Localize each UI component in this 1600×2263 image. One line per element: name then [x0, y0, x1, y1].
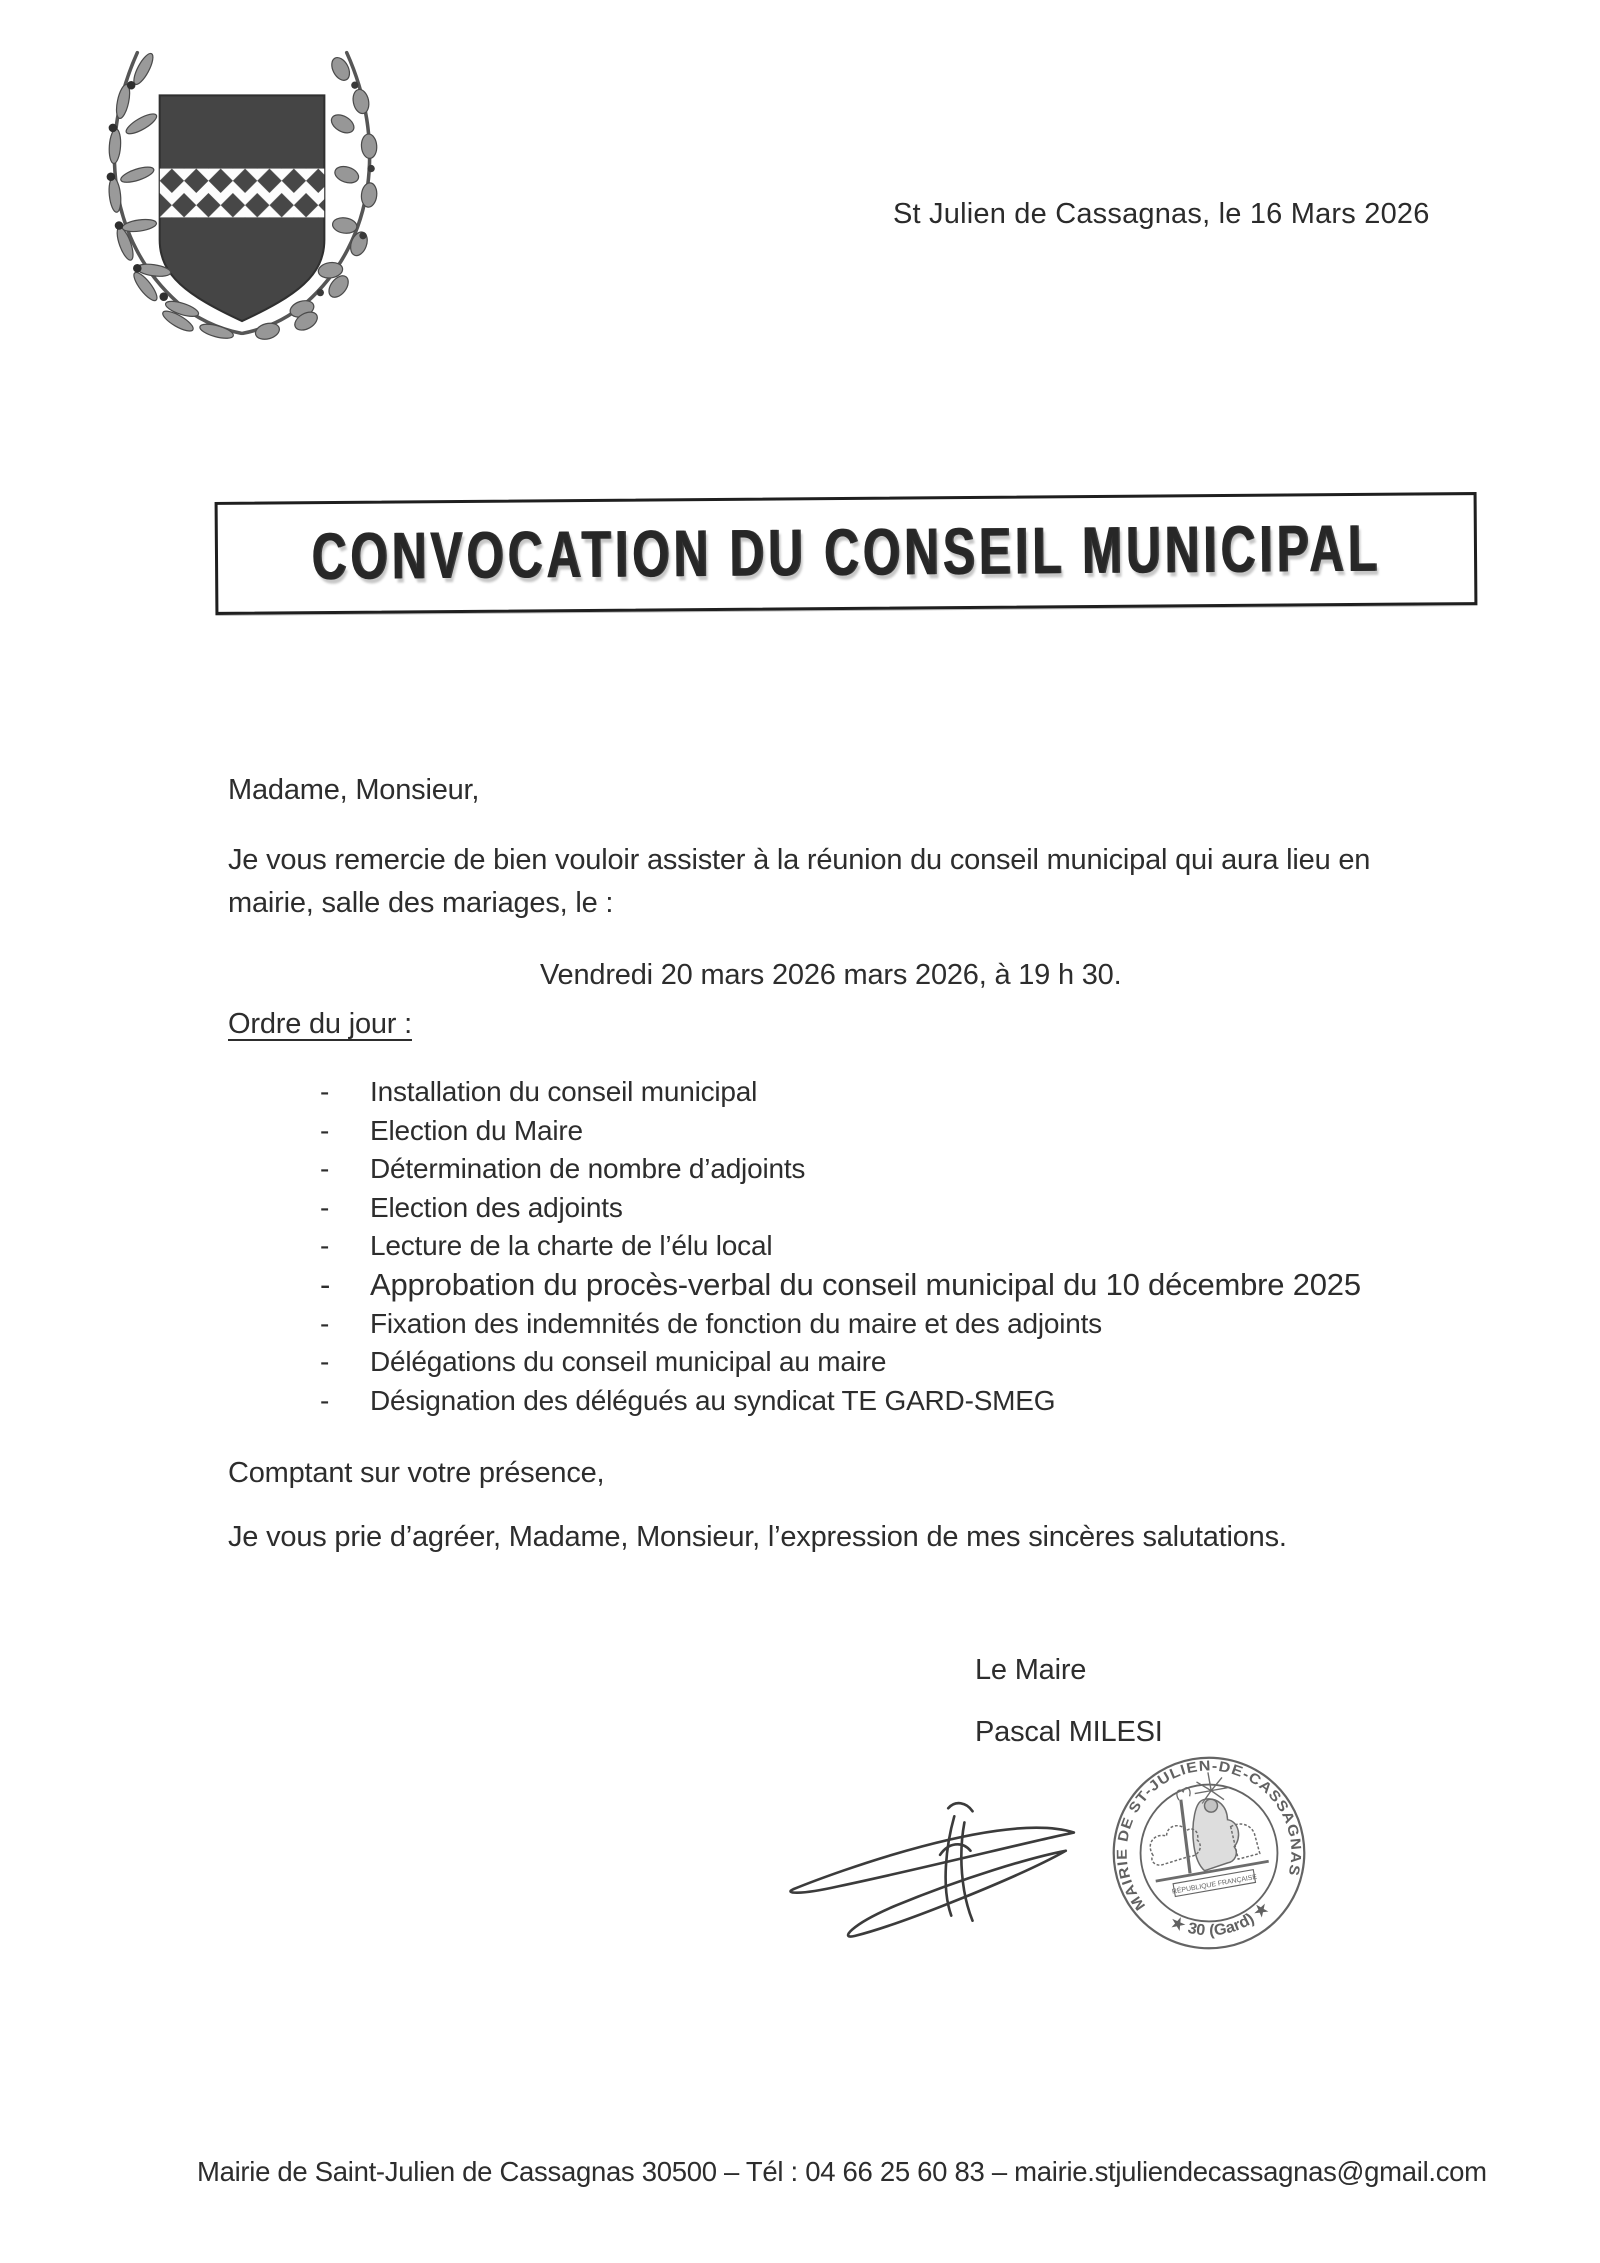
- signer-title: Le Maire: [975, 1654, 1087, 1686]
- agenda-item: [320, 1305, 1361, 1344]
- intro-line-1: Je vous remercie de bien vouloir assister à la réunion du conseil municipal qui aura lieu en: [228, 844, 1371, 876]
- agenda-item: [320, 1382, 1361, 1421]
- intro-paragraph: [228, 839, 1370, 925]
- agenda-item-label: Détermination de nombre d’adjoints: [370, 1153, 806, 1185]
- dash-bullet: -: [320, 1114, 330, 1146]
- agenda-item-label: Installation du conseil municipal: [370, 1076, 758, 1107]
- handwritten-signature: [778, 1792, 1086, 1944]
- agenda-item: [320, 1266, 1361, 1305]
- svg-text:★ 30 (Gard) ★: [1165, 1897, 1276, 1948]
- agenda-item: [320, 1112, 1361, 1151]
- agenda-item: [320, 1073, 1361, 1112]
- intro-line-2: mairie, salle des mariages, le :: [228, 887, 614, 919]
- agenda-list: [320, 1073, 1361, 1420]
- dash-bullet: -: [320, 1191, 330, 1223]
- dash-bullet: -: [320, 1346, 330, 1378]
- agenda-item-label: Lecture de la charte de l’élu local: [370, 1230, 773, 1262]
- agenda-item: [320, 1189, 1361, 1228]
- dash-bullet: -: [320, 1230, 330, 1262]
- agenda-item-label: Désignation des délégués au syndicat TE GARD-SMEG: [370, 1384, 1056, 1416]
- agenda-item-label: Election des adjoints: [370, 1191, 623, 1223]
- agenda-heading: Ordre du jour :: [228, 1008, 412, 1040]
- stamp-center-text: RÉPUBLIQUE FRANÇAISE: [1171, 1873, 1258, 1896]
- dash-bullet: -: [320, 1266, 331, 1302]
- agenda-item: [320, 1343, 1361, 1382]
- closing-line-2: Je vous prie d’agréer, Madame, Monsieur, l’expression de mes sincères salutations.: [228, 1521, 1287, 1553]
- agenda-item: [320, 1227, 1361, 1266]
- coat-of-arms-icon: [58, 26, 424, 362]
- dash-bullet: -: [320, 1076, 330, 1107]
- date-line: St Julien de Cassagnas, le 16 Mars 2026: [893, 198, 1430, 230]
- closing-line-1: Comptant sur votre présence,: [228, 1457, 605, 1489]
- dash-bullet: -: [320, 1153, 330, 1185]
- official-stamp: [1098, 1742, 1320, 1964]
- agenda-item-label: Délégations du conseil municipal au maire: [370, 1346, 887, 1378]
- agenda-item-label: Approbation du procès-verbal du conseil municipal du 10 décembre 2025: [370, 1266, 1361, 1302]
- agenda-item-label: Fixation des indemnités de fonction du maire et des adjoints: [370, 1307, 1102, 1339]
- salutation: Madame, Monsieur,: [228, 774, 480, 806]
- page-title: CONVOCATION DU CONSEIL MUNICIPAL: [311, 512, 1381, 595]
- footer-contact-line: Mairie de Saint-Julien de Cassagnas 30500 – Tél : 04 66 25 60 83 – mairie.stjuliendecassagnas@gmail.com: [197, 2156, 1487, 2187]
- signer-name: Pascal MILESI: [975, 1716, 1163, 1748]
- stamp-bottom-text: ★ 30 (Gard) ★: [1167, 1899, 1273, 1940]
- agenda-item-label: Election du Maire: [370, 1114, 583, 1146]
- stamp-ring-text: MAIRIE DE ST-JULIEN-DE-CASSAGNAS: [1114, 1758, 1304, 1914]
- dash-bullet: -: [320, 1307, 330, 1339]
- dash-bullet: -: [320, 1384, 330, 1416]
- agenda-item: [320, 1150, 1361, 1189]
- meeting-datetime: Vendredi 20 mars 2026 mars 2026, à 19 h 30.: [540, 959, 1122, 991]
- title-banner: [215, 492, 1478, 615]
